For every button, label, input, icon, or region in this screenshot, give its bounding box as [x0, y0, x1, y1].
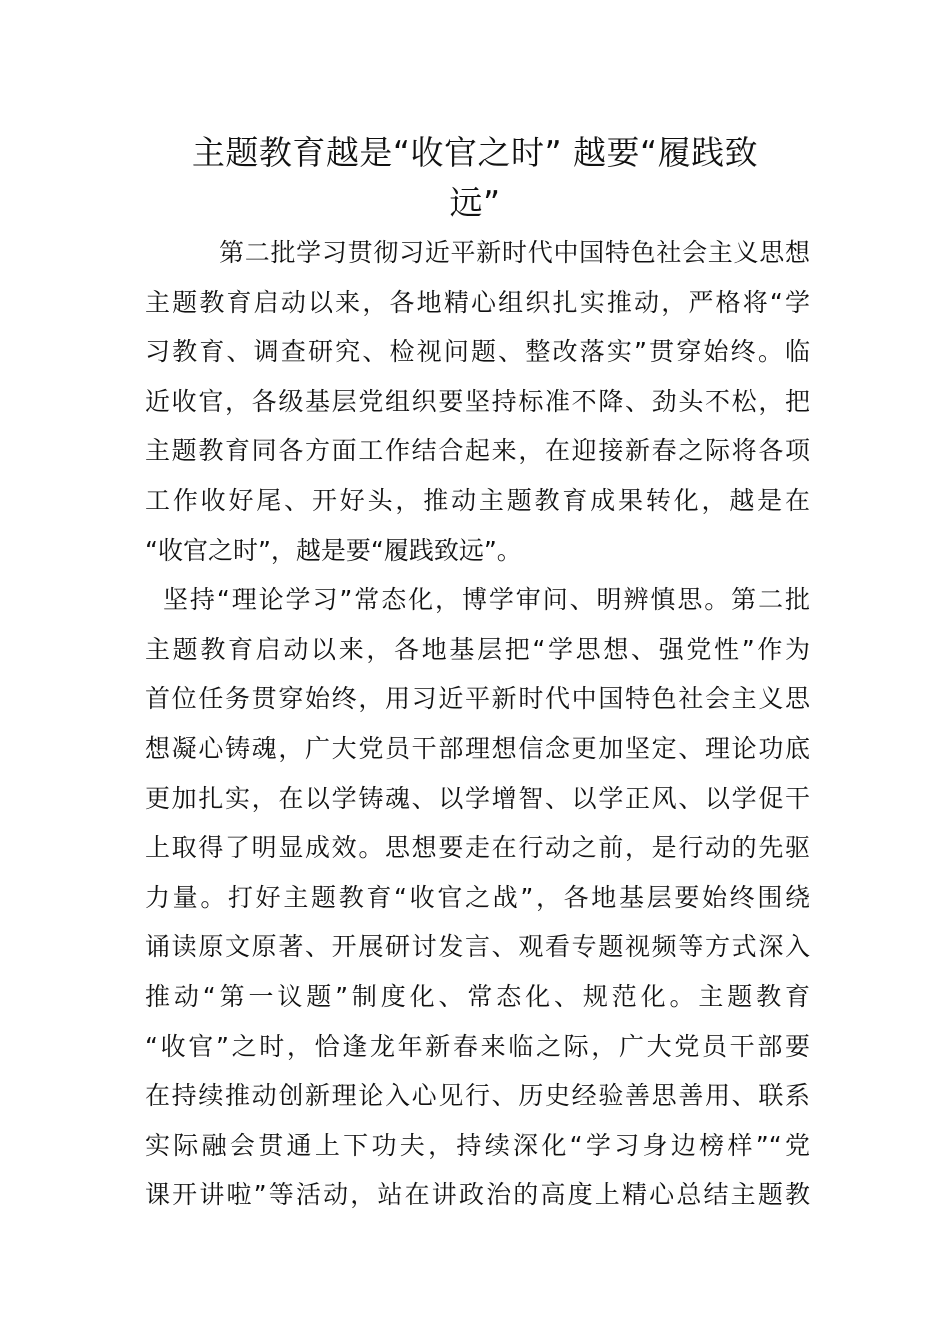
text-line: 主题教育同各方面工作结合起来，在迎接新春之际将各项	[145, 436, 810, 466]
text-line: 第二批学习贯彻习近平新时代中国特色社会主义思想	[219, 238, 810, 267]
paragraph-2	[145, 575, 810, 1220]
text-line: 首位任务贯穿始终，用习近平新时代中国特色社会主义思	[145, 684, 810, 714]
text-line: “收官”之时，恰逢龙年新春来临之际，广大党员干部要	[145, 1031, 810, 1061]
text-line: 习教育、调查研究、检视问题、整改落实”贯穿始终。临	[145, 337, 810, 367]
text-line: 推动“第一议题”制度化、常态化、规范化。主题教育	[145, 981, 810, 1011]
text-line: 上取得了明显成效。思想要走在行动之前，是行动的先驱	[145, 833, 810, 863]
text-line: 想凝心铸魂，广大党员干部理想信念更加坚定、理论功底	[145, 733, 810, 763]
text-line: 诵读原文原著、开展研讨发言、观看专题视频等方式深入	[145, 932, 810, 962]
text-line: 近收官，各级基层党组织要坚持标准不降、劲头不松，把	[145, 386, 810, 416]
paragraph-1	[145, 228, 810, 575]
text-line: “收官之时”，越是要“履践致远”。	[145, 535, 522, 565]
text-line: 力量。打好主题教育“收官之战”，各地基层要始终围绕	[145, 882, 810, 912]
text-line: 主题教育启动以来，各地基层把“学思想、强党性”作为	[145, 634, 810, 664]
title-line: 远”	[449, 183, 501, 222]
document-body	[145, 228, 810, 1220]
title-line: 主题教育越是“收官之时” 越要“履践致	[191, 133, 759, 172]
text-line: 在持续推动创新理论入心见行、历史经验善思善用、联系	[145, 1081, 810, 1111]
document-title	[140, 128, 810, 228]
text-line: 实际融会贯通上下功夫，持续深化“学习身边榜样”“党	[145, 1130, 810, 1160]
text-line: 更加扎实，在以学铸魂、以学增智、以学正风、以学促干	[145, 783, 810, 813]
text-line: 工作收好尾、开好头，推动主题教育成果转化，越是在	[145, 485, 810, 515]
text-line: 主题教育启动以来，各地精心组织扎实推动，严格将“学	[145, 287, 810, 317]
text-line: 课开讲啦”等活动，站在讲政治的高度上精心总结主题教	[145, 1180, 810, 1210]
text-line: 坚持“理论学习”常态化，博学审问、明辨慎思。第二批	[163, 585, 810, 615]
